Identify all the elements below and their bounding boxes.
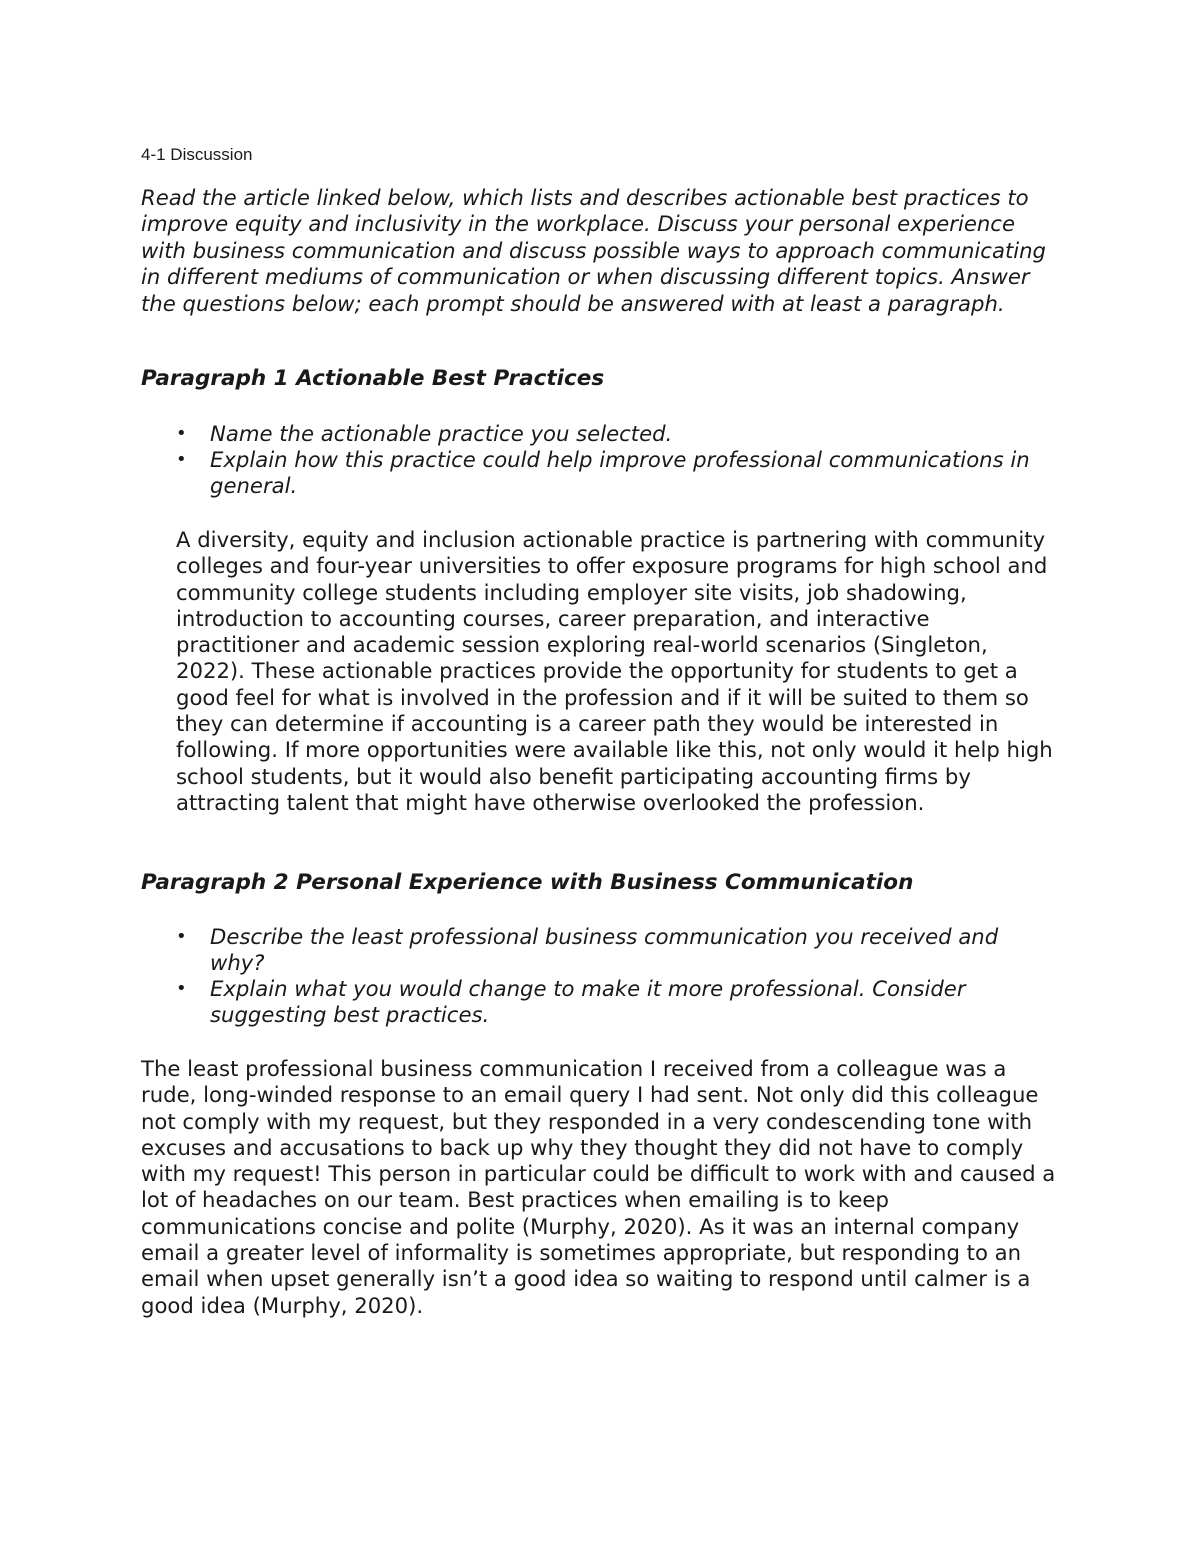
bullet-icon: •	[176, 449, 187, 470]
assignment-instructions: Read the article linked below, which lists and describes actionable best practices to improve equity and inclusivity in the workplace. Discuss your personal experience with business communication and discuss possible ways to approach communicating in different mediums of communication or when discussing different topics. Answer the questions below; each prompt should be answered with at least a paragraph.	[141, 185, 1047, 316]
section-2-heading: Paragraph 2 Personal Experience with Business Communication	[141, 870, 914, 895]
section-1-answer: A diversity, equity and inclusion actionable practice is partnering with community colleges and four-year universities to offer exposure programs for high school and community college students including employer site visits, job shadowing, introduction to accounting courses, career preparation, and interactive practitioner and academic session exploring real-world scenarios (Singleton, 2022). These actionable practices provide the opportunity for students to get a good feel for what is involved in the profession and if it will be suited to them so they can determine if accounting is a career path they would be interested in following. If more opportunities were available like this, not only would it help high school students, but it would also benefit participating accounting firms by attracting talent that might have otherwise overlooked the profession.	[176, 527, 1053, 815]
bullet-icon: •	[176, 978, 187, 999]
section-2-answer: The least professional business communication I received from a colleague was a rude, long-winded response to an email query I had sent. Not only did this colleague not comply with my request, but they responded in a very condescending tone with excuses and accusations to back up why they thought they did not have to comply with my request! This person in particular could be difficult to work with and caused a lot of headaches on our team. Best practices when emailing is to keep communications concise and polite (Murphy, 2020). As it was an internal company email a greater level of informality is sometimes appropriate, but responding to an email when upset generally isn’t a good idea so waiting to respond until calmer is a good idea (Murphy, 2020).	[141, 1056, 1056, 1318]
list-item	[141, 976, 1046, 1028]
section-2-prompts	[141, 924, 1046, 1028]
prompt-text: Explain what you would change to make it more professional. Consider suggesting best practices.	[210, 976, 966, 1027]
prompt-text: Explain how this practice could help improve professional communications in general.	[210, 447, 1030, 498]
document-title: 4-1 Discussion	[141, 145, 253, 164]
bullet-icon: •	[176, 423, 187, 444]
list-item	[141, 421, 1046, 447]
bullet-icon: •	[176, 926, 187, 947]
list-item	[141, 447, 1046, 499]
prompt-text: Name the actionable practice you selected.	[210, 421, 673, 446]
section-1-heading: Paragraph 1 Actionable Best Practices	[141, 366, 605, 391]
section-1-prompts	[141, 421, 1046, 499]
list-item	[141, 924, 1046, 976]
prompt-text: Describe the least professional business communication you received and why?	[210, 924, 999, 975]
